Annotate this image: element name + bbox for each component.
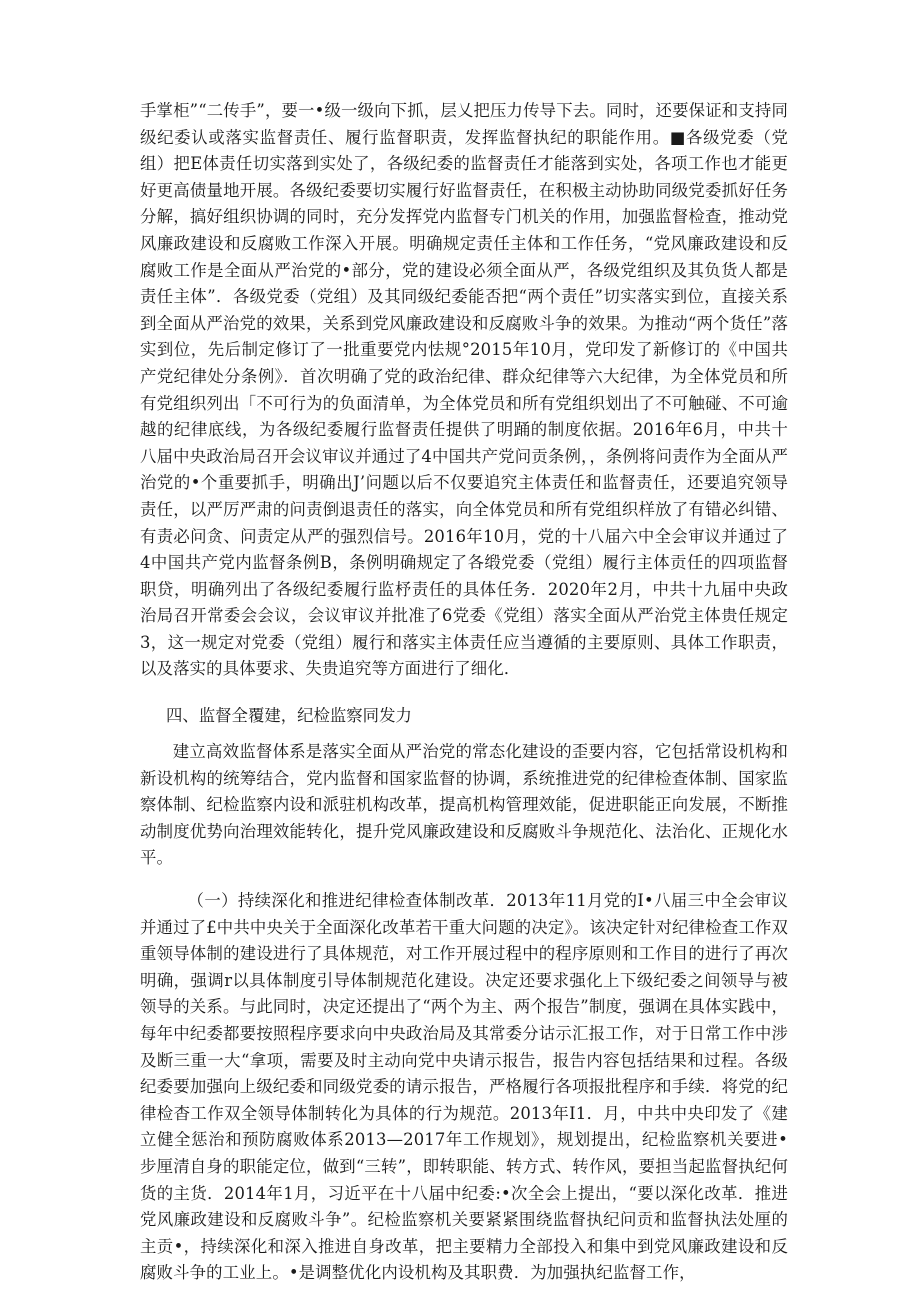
paragraph-discipline-reform: （一）持续深化和推进纪律检查体制改革．2013年11月党的I•八届三中全会审议并通过了£中共中央关于全面深化改革若干重大问题的决定》。该决定针对纪律检查工作双重领导体制的建设进行了具体规范，对工作开展过程中的程序原则和工作目的进行了再次明确，强调r以具体制度引导体制规范化建设。决定还要求强化上下级纪委之间领导与被领导的关系。与此同时，决定还提出了“两个为主、两个报告”制度，强调在具体实践中，每年中纪委都要按照程序要求向中央政治局及其常委分诂示汇报工作，对于日常工作中涉及断三重一大“拿项，需要及时主动向党中央请示报告，报告内容包括结果和过程。各级纪委要加强向上级纪委和同级党委的请示报告，严格履行各项报批程序和手续．将党的纪律检杳工作双全领导体制转化为具体的行为规范。2013年I1．月，中共中央印发了《建立健全惩治和预防腐败体系2013—2017年工作规划》，规划提出，纪检监察机关要进•步厘清自身的职能定位，做到“三转”，即转职能、转方式、转作风，要担当起监督执纪何货的主货．2014年1月，习近平在十八届中纪委:•次全会上提出，“要以深化改革．推进党风廉政建设和反腐败斗争”。纪检监察机关要紧紧围绕监督执纪问贡和监督执法处厘的主贡•，持续深化和深入推进自身改革，把主要精力全部投入和集中到党风廉政建设和反腐败斗争的工业上。•是调整优化内设机构及其职费．为加强执纪监督工作， [140, 891, 788, 1283]
section-heading: 四、监督全覆建，纪检监察同发力 [166, 706, 412, 726]
paragraph-supervision-system: 建立高效监督体系是落实全面从严治党的常态化建设的歪要内容，它包括常设机构和新设机构的统筹结合，党内监督和国家监督的协调，系统推进党的纪律检查体制、国家监察体制、纪检监察内设和派驻机构改革，提高机构管理效能，促进职能正向发展，不断推动制度优势向治理效能转化，提升党风廉政建设和反腐败斗争规范化、法治化、正规化水平。 [140, 742, 788, 868]
paragraph-continuation: 手掌柜”“二传手”，要一•级一级向下抓，层乂把压力传导下去。同时，还要保证和支持同级纪委认或落实监督责任、履行监督职责，发挥监督执纪的职能作用。■各级党委（党组）把E体责任切实落到实处了，各级纪委的监督责任才能落到实处，各项工作也才能更好更高债量地开展。各级纪委要切实履行好监督责任，在积极主动协助同级党委抓好任务分解，搞好组织协调的同时，充分发挥党内监督专门机关的作用，加强监督检查，推动党风廉政建设和反腐败工作深入开展。明确规定责任主体和工作任务，“党风廉政建设和反腐败工作是全面从严治党的•部分，党的建设必须全面从严，各级党组织及其负货人都是责任主体”．各级党委（党组）及其同级纪委能否把“两个责任”切实落实到位，直接关系到全面从严治党的效果，关系到党风廉政建设和反腐败斗争的效果。为推动“两个货任”落实到位，先后制定修订了一批重要党内怯规°2015年10月，党印发了新修订的《中国共产党纪律处分条例》．首次明确了党的政治纪律、群众纪律等六大纪律，为全体党员和所有党组织列出「不可行为的负面清单，为全体党员和所有党组织划出了不可触碰、不可逾越的纪律底线，为各级纪委履行监督责任提供了明踊的制度依据。2016年6月，中共十八届中央政治局召开会议审议并通过了4中国共产党问贡条例，，条例将问责作为全面从严治党的•个重要抓手，明确出J’问题以后不仅要追究主体责任和监督责任，还要追究领导责任，以严厉严肃的问责倒退责任的落实，向全体党员和所有党组织样放了有错必纠错、有责必问贪、问责定从严的强烈信号。2016年10月，党的十八届六中全会审议并通过了4中国共产党内监督条例B，条例明确规定了各缎党委（党组）履行主体贡任的四项监督职贷，明确列出了各级纪委履行监杼责任的具体任务．2020年2月，中共十九届中央政治局召开常委会会议，会议审议并批准了6党委《党组）落实全面从严治党主体贵任规定3，这一规定对党委（党组）履行和落实主体责任应当遵循的主要原则、具体工作职责，以及落实的具体要求、失贵追究等方面进行了细化． [140, 101, 788, 679]
document-body [140, 98, 788, 1287]
